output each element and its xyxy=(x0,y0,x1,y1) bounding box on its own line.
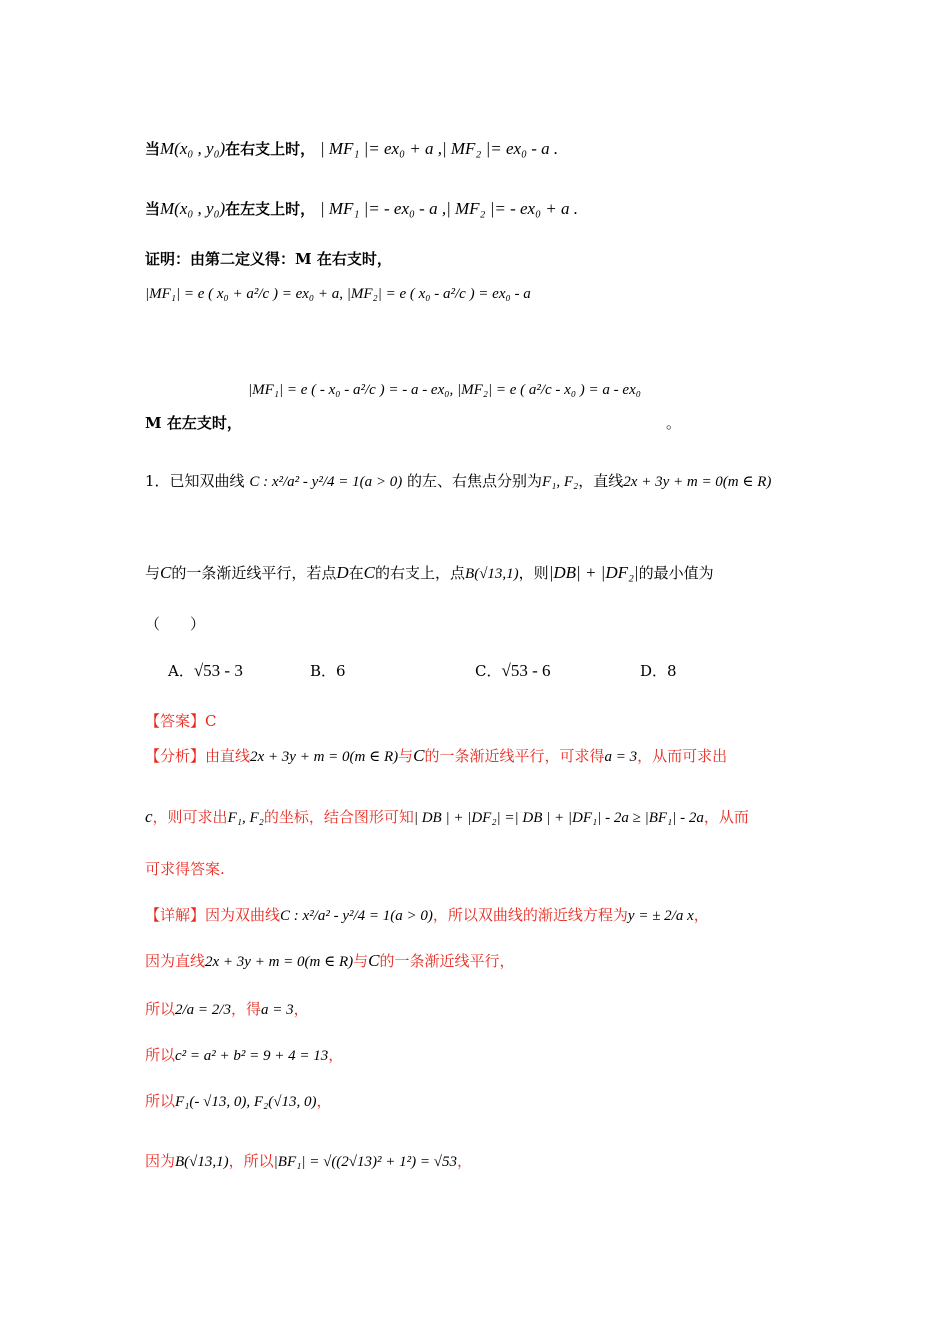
answer-tag: 【答案】 xyxy=(145,712,206,730)
option-b-label: B． xyxy=(310,662,337,680)
analysis-l1-d: ，从而可求出 xyxy=(637,747,728,765)
detail-l4-eq: c² = a² + b² = 9 + 4 = 13 xyxy=(175,1048,329,1064)
detail-l1-c: ， xyxy=(693,906,709,924)
detail-l5-a: 所以 xyxy=(145,1092,176,1110)
option-a-value: √53 - 3 xyxy=(193,661,243,680)
detail-l2-eq: 2x + 3y + m = 0(m ∈ R) xyxy=(205,954,354,970)
analysis-l1-b: 与 xyxy=(398,747,414,765)
question-c-2: C xyxy=(363,563,376,582)
detail-l4-b: ， xyxy=(328,1046,344,1064)
analysis-l1-c: 的一条渐近线平行，可求得 xyxy=(424,747,605,765)
proof-left-formula: |MF₁| = e ( - x₀ - a²/c ) = - a - ex₀, |MF₂| = e ( a²/c - x₀ ) = a - ex₀ xyxy=(248,382,641,398)
option-c xyxy=(475,660,550,681)
detail-l3-c: ， xyxy=(293,1000,309,1018)
detail-line-2 xyxy=(145,950,515,971)
option-d xyxy=(640,660,677,681)
analysis-tag: 【分析】 xyxy=(145,747,206,765)
analysis-l2-b: 的坐标，结合图形可知 xyxy=(263,808,414,826)
analysis-l1-eq: 2x + 3y + m = 0(m ∈ R) xyxy=(250,749,399,765)
focal-right-line xyxy=(145,138,558,159)
proof-right-formula: |MF₁| = e ( x₀ + a²/c ) = ex₀ + a, |MF₂| = e ( x₀ - a²/c ) = ex₀ - a xyxy=(145,286,531,302)
question-line-1 xyxy=(145,470,771,491)
detail-line-6 xyxy=(145,1150,472,1171)
detail-l6-c: ， xyxy=(457,1152,473,1170)
option-b-value: 6 xyxy=(336,662,346,680)
focal-left-label: 在左支上时， xyxy=(225,200,316,218)
question-line-2 xyxy=(145,562,714,583)
question-text-b: 的左、右焦点分别为 xyxy=(407,472,543,490)
focal-right-label: 在右支上时， xyxy=(225,140,316,158)
option-d-label: D． xyxy=(640,662,668,680)
focal-left-prefix: 当 xyxy=(145,200,161,218)
question-expr: |DB| + |DF₂| xyxy=(548,563,639,582)
option-c-value: √53 - 6 xyxy=(501,661,551,680)
focal-right-formula: | MF₁ |= ex₀ + a ,| MF₂ |= ex₀ - a . xyxy=(319,139,559,158)
detail-l6-a: 因为 xyxy=(145,1152,176,1170)
analysis-l2-c-var: c xyxy=(145,807,153,826)
analysis-l2-foci: F₁, F₂ xyxy=(227,810,264,826)
proof-left-label: M 在左支时， xyxy=(145,414,242,432)
analysis-l1-a3: a = 3 xyxy=(604,749,638,765)
detail-l6-b: ，所以 xyxy=(228,1152,274,1170)
question-text-h: ，则 xyxy=(518,564,549,582)
detail-l3-eq: 2/a = 2/3 xyxy=(175,1002,231,1018)
detail-l6-eq: |BF₁| = √((2√13)² + 1²) = √53 xyxy=(273,1154,457,1170)
question-foci: F₁, F₂ xyxy=(542,474,579,490)
option-a-label: A． xyxy=(168,662,194,680)
analysis-l2-a: ，则可求出 xyxy=(152,808,228,826)
detail-line-1 xyxy=(145,904,709,925)
analysis-l1-c-var: C xyxy=(413,746,425,765)
analysis-line-3: 可求得答案. xyxy=(145,860,225,878)
question-text-d: 与 xyxy=(145,564,161,582)
detail-tag: 【详解】 xyxy=(145,906,206,924)
question-text-e: 的一条渐近线平行，若点 xyxy=(171,564,337,582)
detail-l1-a: 因为双曲线 xyxy=(205,906,281,924)
detail-l1-asym: y = ± 2/a x xyxy=(627,908,694,924)
question-curve: C : x²/a² - y²/4 = 1(a > 0) xyxy=(249,474,403,490)
detail-l2-a: 因为直线 xyxy=(145,952,206,970)
detail-l2-c-var: C xyxy=(368,951,380,970)
focal-left-line xyxy=(145,198,578,219)
detail-l5-b: ， xyxy=(316,1092,332,1110)
detail-line-5 xyxy=(145,1090,331,1111)
detail-l3-a: 所以 xyxy=(145,1000,176,1018)
question-text-c: ，直线 xyxy=(578,472,624,490)
analysis-line-2 xyxy=(145,806,749,827)
answer-value: C xyxy=(205,712,217,730)
question-text-g: 的右支上，点 xyxy=(375,564,466,582)
proof-left-formula-line xyxy=(248,380,641,399)
option-a xyxy=(168,660,243,681)
focal-right-prefix: 当 xyxy=(145,140,161,158)
proof-left-end: 。 xyxy=(666,414,682,432)
detail-l2-b: 与 xyxy=(353,952,369,970)
analysis-l2-c2: ，从而 xyxy=(703,808,749,826)
option-d-value: 8 xyxy=(667,662,677,680)
focal-left-point: M(x₀ , y₀) xyxy=(160,199,226,218)
analysis-l2-ineq: | DB | + |DF₂| =| DB | + |DF₁| - 2a ≥ |BF₁| - 2a xyxy=(413,810,704,826)
question-text-a: 已知双曲线 xyxy=(169,472,245,490)
proof-right-formula-line xyxy=(145,284,531,303)
detail-line-3 xyxy=(145,998,309,1019)
proof-heading: 证明：由第二定义得：M 在右支时， xyxy=(145,250,392,268)
detail-l2-c: 的一条渐近线平行， xyxy=(379,952,515,970)
question-text-i: 的最小值为 xyxy=(638,564,714,582)
detail-l3-res: a = 3 xyxy=(261,1002,294,1018)
detail-line-4 xyxy=(145,1044,343,1065)
detail-l1-curve: C : x²/a² - y²/4 = 1(a > 0) xyxy=(280,908,433,924)
question-number: 1． xyxy=(145,472,170,490)
question-paren: （ ） xyxy=(145,615,206,633)
question-text-f: 在 xyxy=(348,564,364,582)
analysis-line-1 xyxy=(145,745,727,766)
question-b: B(√13,1) xyxy=(465,566,519,582)
question-c-1: C xyxy=(160,563,172,582)
detail-l6-b-point: B(√13,1) xyxy=(175,1154,229,1170)
focal-left-formula: | MF₁ |= - ex₀ - a ,| MF₂ |= - ex₀ + a . xyxy=(319,199,578,218)
focal-right-point: M(x₀ , y₀) xyxy=(160,139,226,158)
option-b xyxy=(310,660,346,681)
detail-l4-a: 所以 xyxy=(145,1046,176,1064)
answer-line xyxy=(145,710,217,731)
detail-l5-eq: F₁(- √13, 0), F₂(√13, 0) xyxy=(175,1094,317,1110)
detail-l1-b: ，所以双曲线的渐近线方程为 xyxy=(432,906,628,924)
question-d: D xyxy=(336,563,349,582)
question-line-eq: 2x + 3y + m = 0(m ∈ R) xyxy=(623,474,772,490)
option-c-label: C． xyxy=(475,662,502,680)
analysis-l1-a: 由直线 xyxy=(205,747,251,765)
detail-l3-b: ，得 xyxy=(230,1000,261,1018)
